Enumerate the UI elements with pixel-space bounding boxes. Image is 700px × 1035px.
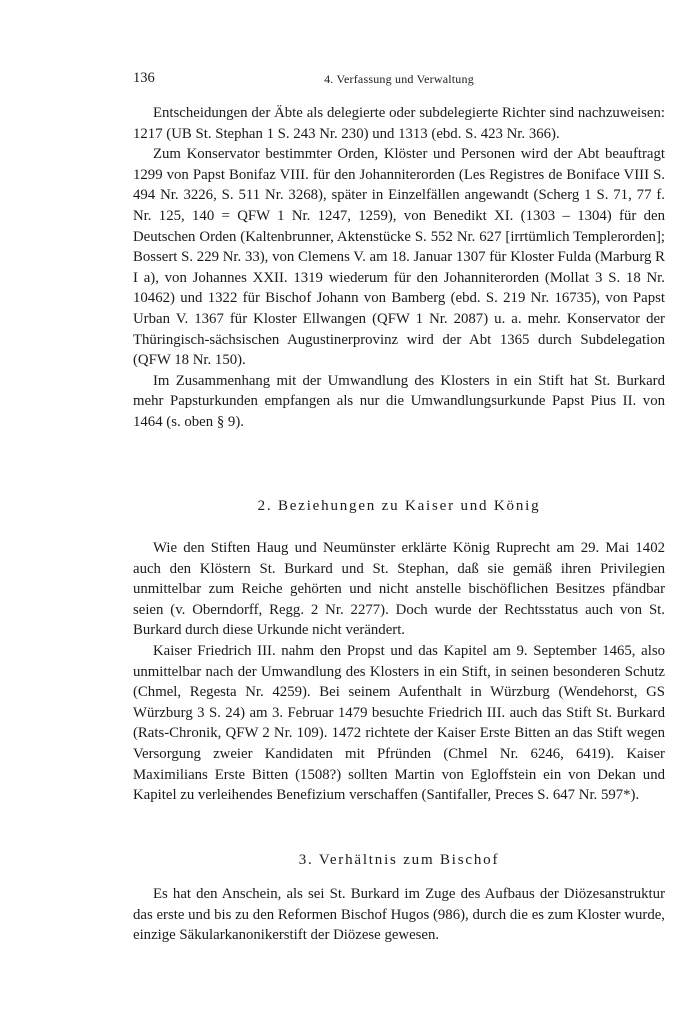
paragraph: Es hat den Anschein, als sei St. Burkard im Zuge des Aufbaus der Diözesanstruktur das erste und bis zu den Reformen Bischof Hugos (986), durch die es zum Kloster wurde, einzige Säkularkanonikerstift der Diözese gewesen. xyxy=(133,886,665,944)
paragraph: Zum Konservator bestimmter Orden, Klöster und Personen wird der Abt beauftragt 1299 von Papst Bonifaz VIII. für den Johanniterorden (Les Registres de Boniface VIII S. 494 Nr. 3226, S. 511 Nr. 3268), später in Einzelfällen angewandt (Scherg 1 S. 71, 77 f. Nr. 125, 140 = QFW 1 Nr. 1247, 1259), von Benedikt XI. (1303 – 1304) für den Deutschen Orden (Kaltenbrunner, Aktenstücke S. 552 Nr. 627 [irrtümlich Templerorden]; Bossert S. 229 Nr. 33), von Clemens V. am 18. Januar 1307 für Kloster Fulda (Marburg R I a), von Johannes XXII. 1319 wiederum für den Johanniterorden (Mollat 3 S. 18 Nr. 10462) und 1322 für Bischof Johann von Bamberg (ebd. S. 219 Nr. 16735), von Papst Urban V. 1367 für Kloster Ellwangen (QFW 1 Nr. 2087) u. a. mehr. Konservator der Thüringisch-sächsischen Augustinerprovinz wird der Abt 1365 durch Subdelegation (QFW 18 Nr. 150). xyxy=(133,146,665,369)
paragraph: Entscheidungen der Äbte als delegierte oder subdelegierte Richter sind nachzuweisen: 1217 (UB St. Stephan 1 S. 243 Nr. 230) und 1313 (ebd. S. 423 Nr. 366). xyxy=(133,105,665,142)
paragraph: Im Zusammenhang mit der Umwandlung des Klosters in ein Stift hat St. Burkard mehr Papsturkunden empfangen als nur die Umwandlungsurkunde Papst Pius II. von 1464 (s. oben § 9). xyxy=(133,372,665,430)
section-2-text xyxy=(133,538,665,806)
paragraph: Kaiser Friedrich III. nahm den Propst und das Kapitel am 9. September 1465, also unmittelbar nach der Umwandlung des Klosters in ein Stift, in seinen besonderen Schutz (Chmel, Regesta Nr. 4259). Bei seinem Aufenthalt in Würzburg (Wendehorst, GS Würzburg 3 S. 24) am 3. Februar 1479 besuchte Friedrich III. auch das Stift St. Burkard (Rats-Chronik, QFW 2 Nr. 109). 1472 richtete der Kaiser Erste Bitten an das Stift wegen Versorgung zweier Kandidaten mit Pfründen (Chmel Nr. 6246, 6419). Kaiser Maximilians Erste Bitten (1508?) sollten Martin von Egloffstein ein von Dekan und Kapitel zu verleihendes Benefizium verschaffen (Santifaller, Preces S. 647 Nr. 597*). xyxy=(133,642,665,804)
paragraph: Wie den Stiften Haug und Neumünster erklärte König Ruprecht am 29. Mai 1402 auch den Klöstern St. Burkard und St. Stephan, daß sie gemäß ihren Privilegien unmittelbar zum Reiche gehörten und nicht anstelle bischöflichen Besitzes pfändbar seien (v. Oberndorff, Regg. 2 Nr. 2277). Doch wurde der Rechtsstatus auch von St. Burkard durch diese Urkunde nicht verändert. xyxy=(133,540,665,639)
page-number: 136 xyxy=(133,70,155,86)
section-3-text xyxy=(133,884,665,946)
section-1-text xyxy=(133,103,665,433)
section-heading-bischof: 3. Verhältnis zum Bischof xyxy=(298,852,500,868)
running-title: 4. Verfassung und Verwaltung xyxy=(324,72,474,86)
section-heading-kaiser-koenig: 2. Beziehungen zu Kaiser und König xyxy=(257,498,541,514)
